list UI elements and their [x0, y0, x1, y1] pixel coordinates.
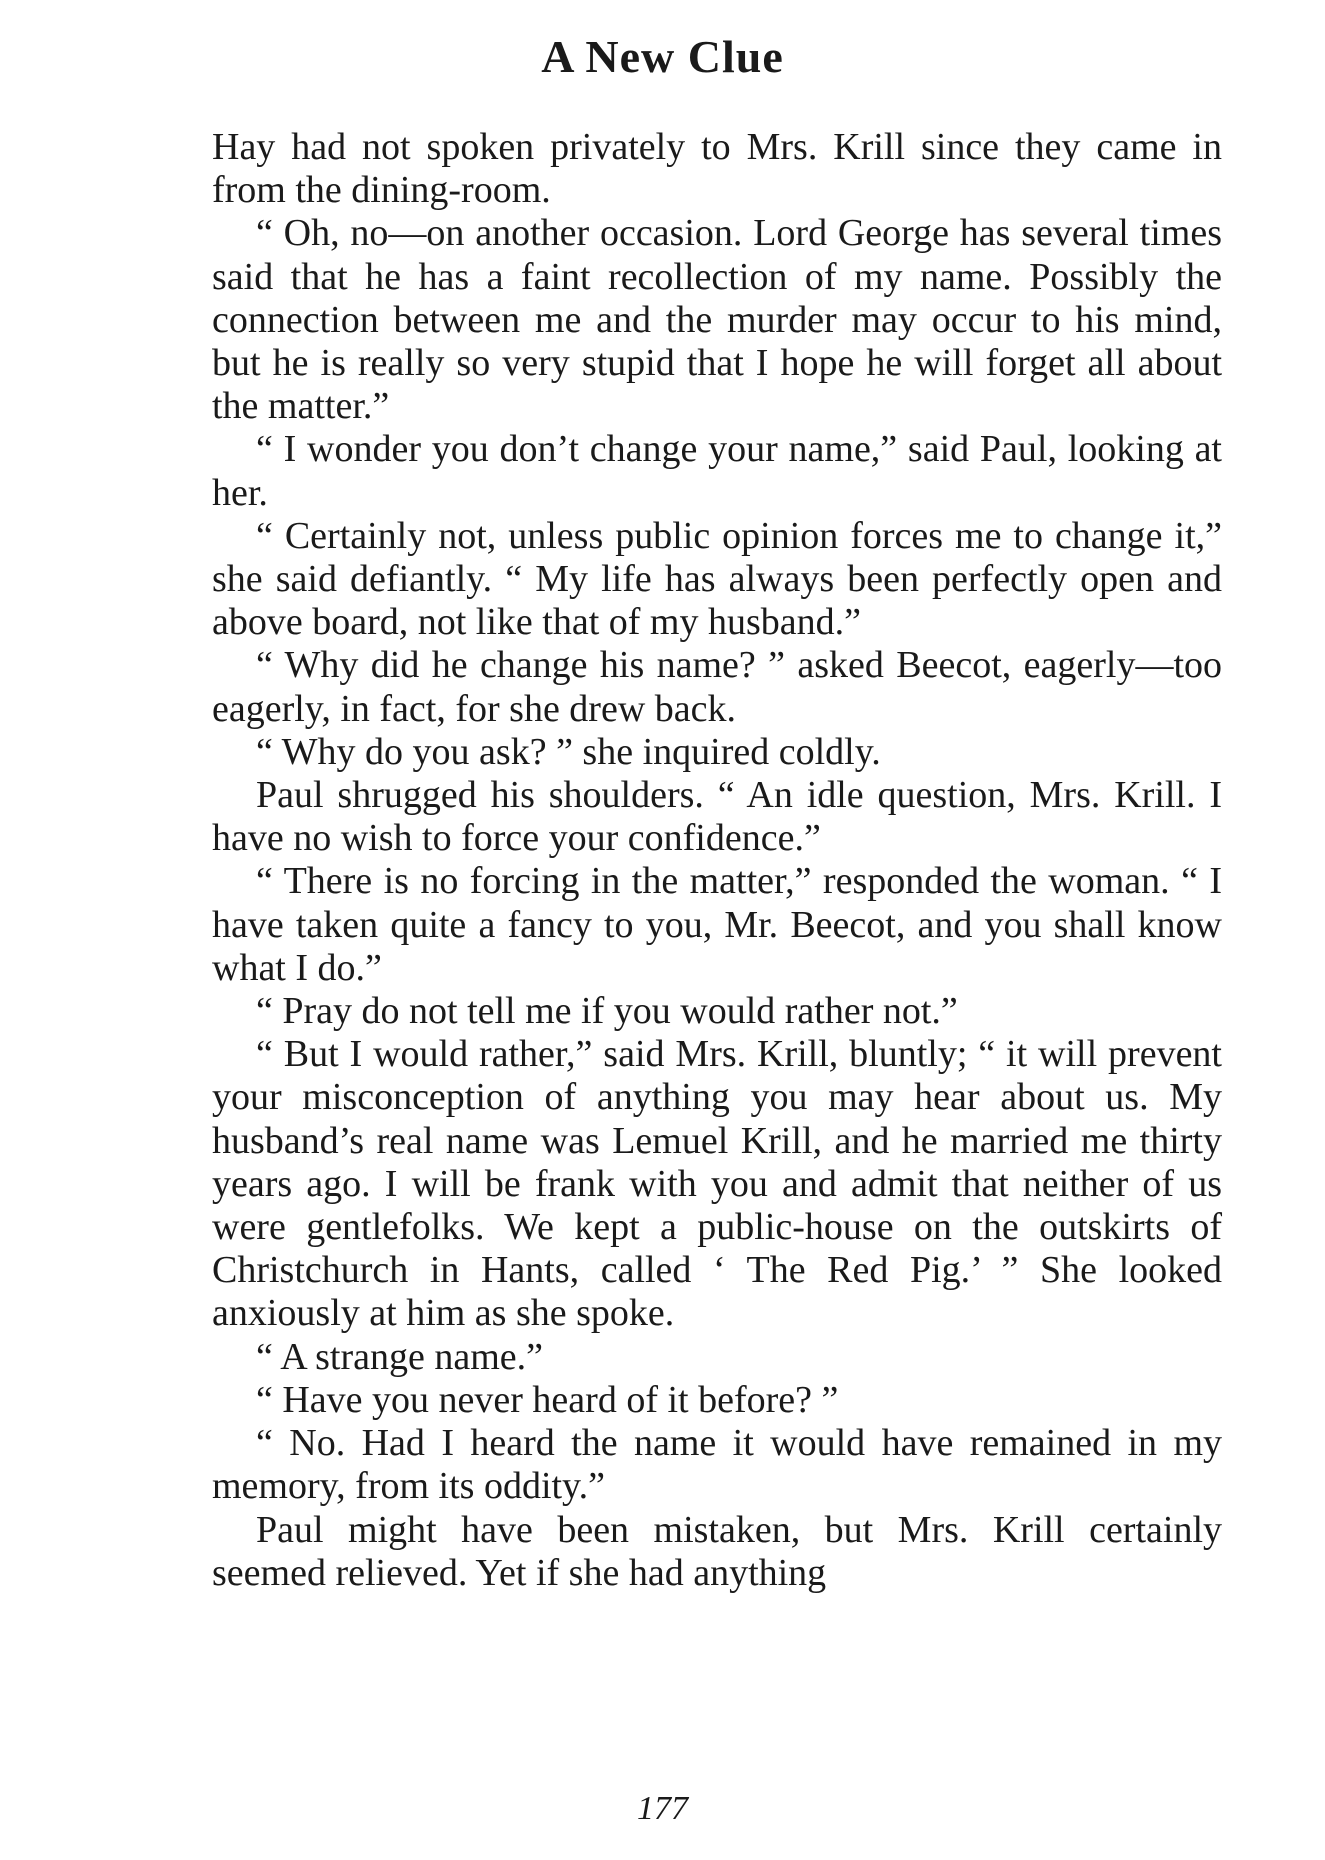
paragraph: “ Certainly not, unless public opinion forces me to change it,” she said defiantly. “ My life has always been perfectly open and above board, not like that of my husband.”: [212, 514, 1222, 644]
paragraph: “ Have you never heard of it before? ”: [256, 1378, 839, 1421]
paragraph: Paul shrugged his shoulders. “ An idle question, Mrs. Krill. I have no wish to force your confidence.”: [212, 774, 1222, 860]
running-head: A New Clue: [541, 31, 784, 82]
paragraph: “ No. Had I heard the name it would have remained in my memory, from its oddity.”: [212, 1422, 1222, 1508]
paragraph: “ Why do you ask? ” she inquired coldly.: [256, 730, 881, 773]
paragraph: Hay had not spoken privately to Mrs. Krill since they came in from the dining-room.: [212, 126, 1222, 212]
paragraph: “ Why did he change his name? ” asked Beecot, eagerly—too eagerly, in fact, for she drew back.: [212, 644, 1222, 730]
paragraph: Paul might have been mistaken, but Mrs. Krill certainly seemed relieved. Yet if she had anything: [212, 1508, 1222, 1594]
paragraph: “ Pray do not tell me if you would rather not.”: [256, 990, 958, 1033]
paragraph: “ There is no forcing in the matter,” responded the woman. “ I have taken quite a fancy to you, Mr. Beecot, and you shall know what I do.”: [212, 860, 1222, 989]
paragraph: “ Oh, no—on another occasion. Lord George has several times said that he has a faint recollection of my name. Possibly the connection between me and the murder may occur to his mind, but he is really so very stupid that I hope he will forget all about the matter.”: [212, 212, 1222, 428]
body-text: [212, 126, 1222, 1595]
paragraph: “ I wonder you don’t change your name,” said Paul, looking at her.: [212, 428, 1222, 514]
paragraph: “ But I would rather,” said Mrs. Krill, bluntly; “ it will prevent your misconception of anything you may hear about us. My husband’s real name was Lemuel Krill, and he married me thirty years ago. I will be frank with you and admit that neither of us were gentlefolks. We kept a public-house on the outskirts of Christchurch in Hants, called ‘ The Red Pig.’ ” She looked anxiously at him as she spoke.: [212, 1033, 1222, 1335]
paragraph: “ A strange name.”: [256, 1335, 544, 1378]
page-number: 177: [637, 1790, 688, 1827]
